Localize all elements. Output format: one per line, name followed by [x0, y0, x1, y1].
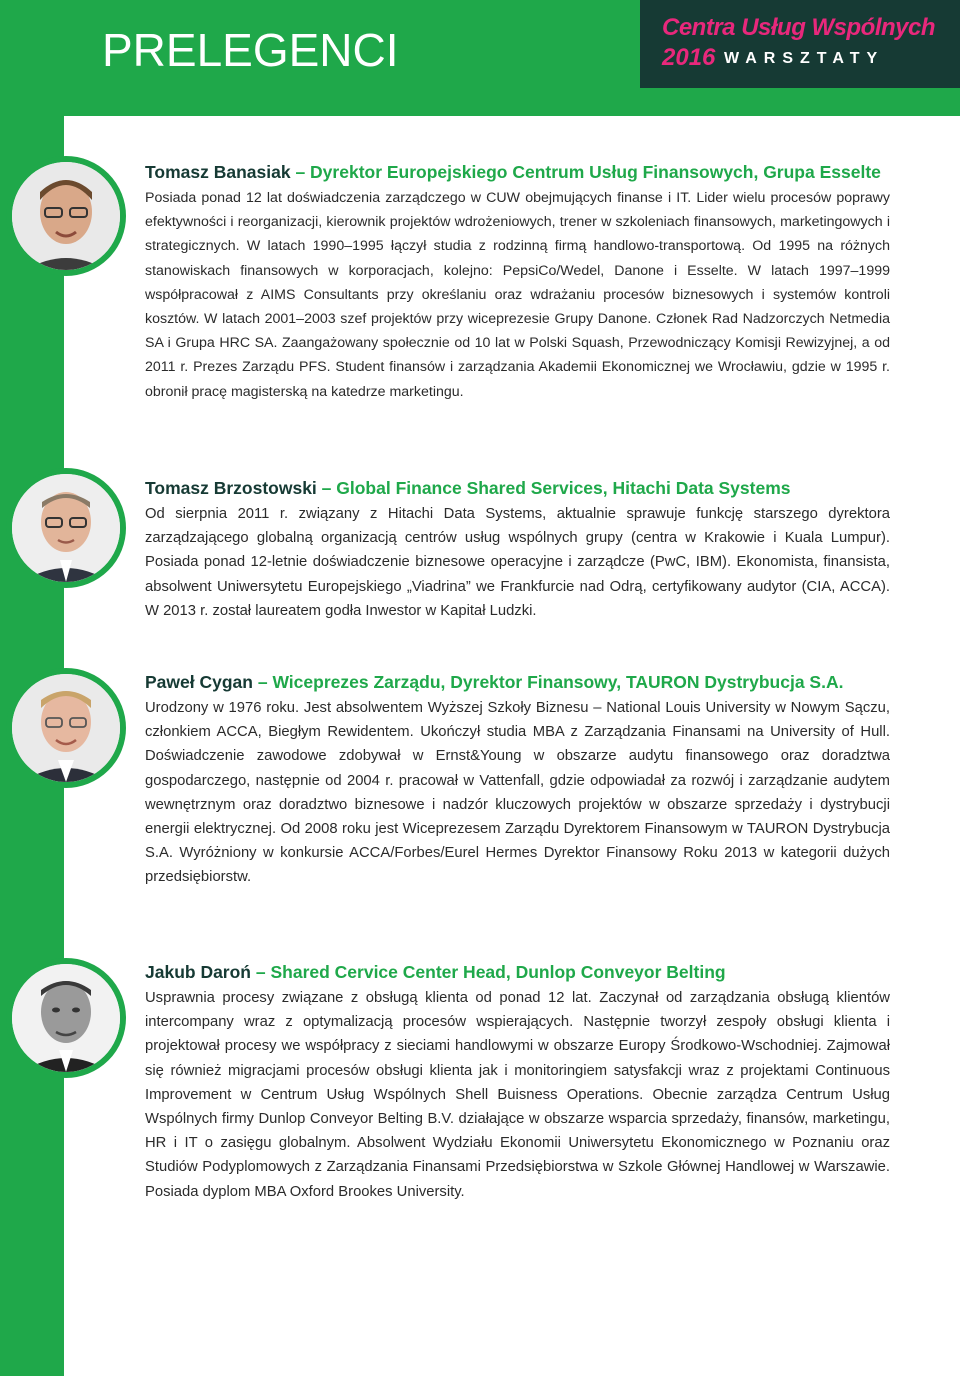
speaker-bio: Urodzony w 1976 roku. Jest absolwentem Wyższej Szkoły Biznesu – National Louis University w Nowym Sączu, członkiem ACCA, Biegłym Rewidentem. Ukończył studia MBA z Zarządzania Finansami na University of Hull. Doświadczenie zawodowe zdobywał w Ernst&Young w obszarze audytu finansowego oraz doradztwa gospodarczego, następnie od 2004 r. pracował w Vattenfall, gdzie odpowiadał za rozwój i zarządzanie audytem wewnętrznym oraz doradztwo biznesowe i nadzór kluczowych projektów w obszarze sprzedaży i dystrybucji energii elektrycznej. Od 2008 roku jest Wiceprezesem Zarządu Dyrektorem Finansowym w TAURON Dystrybucja S.A. Wyróżniony w konkursie ACCA/Forbes/Eurel Hermes Dyrektor Finansowy Roku 2013 w kategorii dużych przedsiębiorstw. [145, 700, 890, 886]
brand-name: Centra Usług Wspólnych [662, 14, 936, 41]
speaker-name: Jakub Daroń [145, 962, 251, 982]
speaker-role: – Wiceprezes Zarządu, Dyrektor Finansowy, TAURON Dystrybucja S.A. [257, 672, 844, 692]
speaker-name: Tomasz Brzostowski [145, 478, 317, 498]
speaker-name: Tomasz Banasiak [145, 162, 291, 182]
speaker-role: – Global Finance Shared Services, Hitachi Data Systems [321, 478, 791, 498]
speaker-heading [145, 670, 890, 694]
speaker-photo [6, 156, 126, 276]
speaker-heading [145, 960, 890, 984]
speaker-bio: Posiada ponad 12 lat doświadczenia zarządczego w CUW obejmujących finanse i IT. Lider wielu procesów poprawy efektywności i reorganizacji, kierownik projektów wdrożeniowych, trener w szkoleniach finansowych, marketingowych i strategicznych. W latach 1990–1995 łączył studia z rodzinną firmą handlowo-transportową. Od 1995 na różnych stanowiskach finansowych w korporacjach, kolejno: PepsiCo/Wedel, Danone i Esselte. W latach 1997–1999 współpracował z AIMS Consultants przy określaniu oraz wdrażaniu procesów biznesowych i systemów kontroli kosztów. W latach 2001–2003 szef projektów przy wiceprezesie Grupy Danone. Członek Rad Nadzorczych Netmedia SA i Grupa HRC SA. Zaangażowany społecznie od 10 lat w Polski Squash, Przewodniczący Komisji Rewizyjnej, a od 2011 r. Prezes Zarządu PFS. Student finansów i zarządzania Akademii Ekonomicznej we Wrocławiu, gdzie w 1995 r. obronił pracę magisterską na katedrze marketingu. [145, 190, 890, 400]
event-brand-logo [640, 0, 960, 88]
page-title: PRELEGENCI [102, 24, 399, 76]
speaker-role: – Shared Cervice Center Head, Dunlop Conveyor Belting [255, 962, 726, 982]
brand-subtitle: WARSZTATY [724, 50, 885, 67]
speaker-name: Paweł Cygan [145, 672, 253, 692]
brand-year: 2016 [662, 44, 716, 71]
speaker-photo [6, 468, 126, 588]
speaker-photo [6, 958, 126, 1078]
speaker-heading [145, 160, 890, 184]
speaker-bio: Od sierpnia 2011 r. związany z Hitachi Data Systems, aktualnie sprawuje funkcję starszego dyrektora zarządzającego globalną organizacją centrów usług wspólnych grupy (centra w Krakowie i Kuala Lumpur). Posiada ponad 12-letnie doświadczenie biznesowe operacyjne i zarządcze (PwC, IBM). Ekonomista, finansista, absolwent Uniwersytetu Europejskiego „Viadrina” we Frankfurcie nad Odrą, certyfikowany audytor (CIA, ACCA). W 2013 r. został laureatem godła Inwestor w Kapitał Ludzki. [145, 506, 890, 619]
speaker-role: – Dyrektor Europejskiego Centrum Usług Finansowych, Grupa Esselte [295, 162, 881, 182]
speaker-photo [6, 668, 126, 788]
speaker-heading [145, 476, 890, 500]
speaker-bio: Usprawnia procesy związane z obsługą klienta od ponad 12 lat. Zaczynał od zarządzania obsługą klientów intercompany wraz z optymalizacją procesów wspierających. Następnie tworzył zespoły obsługi klienta i projektował procesy we współpracy z sieciami handlowymi w obszarze Europy Środkowo-Wschodniej. Zajmował się również migracjami procesów obsługi klienta jak i monitoringiem satysfakcji wraz z projektami Continuous Improvement w Centrum Usług Wspólnych Shell Buisness Operations. Obecnie zarządza Centrum Usług Wspólnych firmy Dunlop Conveyor Belting B.V. działające w obszarze wsparcia sprzedaży, finansów, marketingu, HR i IT o zasięgu globalnym. Absolwent Wydziału Ekonomii Uniwersytetu Ekonomicznego w Poznaniu oraz Studiów Podyplomowych z Zarządzania Finansami Przedsiębiorstwa w Szkole Głównej Handlowej w Warszawie. Posiada dyplom MBA Oxford Brookes University. [145, 990, 890, 1200]
